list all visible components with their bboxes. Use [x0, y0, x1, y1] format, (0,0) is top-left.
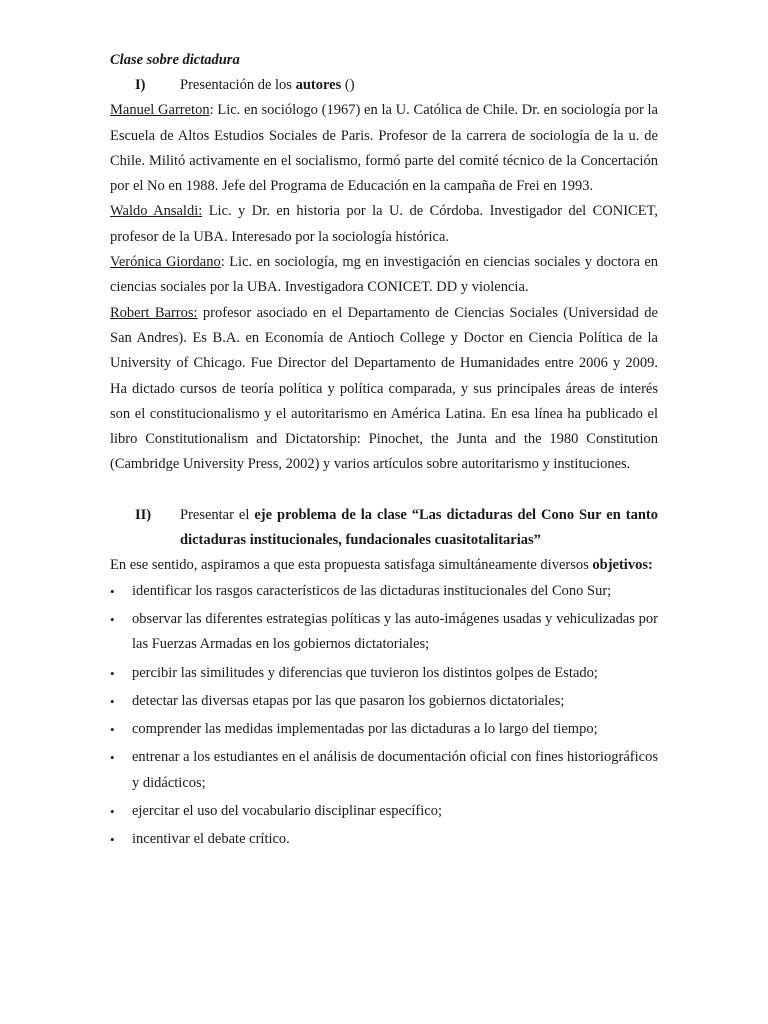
- author-bio: profesor asociado en el Departamento de Ciencias Sociales (Universidad de San Andres). Es B.A. en Economía de Antioch College y Doctor en Ciencia Política de la University of Chicago. Fue Director del Departamento de Humanidades entre 2006 y 2009. Ha dictado cursos de teoría política y política comparada, y sus principales áreas de interés son el constitucionalismo y el autoritarismo en América Latina. En esa línea ha publicado el libro Constitutionalism and Dictatorship: Pinochet, the Junta and the 1980 Constitution (Cambridge University Press, 2002) y varios artículos sobre autoritarismo y instituciones.: [110, 304, 658, 473]
- author-entry: [110, 98, 658, 199]
- bullet-icon: •: [110, 832, 115, 848]
- section-2-heading: [110, 503, 658, 554]
- author-sep: :: [220, 254, 225, 271]
- bullet-icon: •: [110, 611, 115, 627]
- section-1-number: I): [135, 77, 146, 93]
- section-1-bold: autores: [295, 77, 342, 93]
- list-item-text: comprender las medidas implementadas por las dictaduras a lo largo del tiempo;: [132, 721, 598, 738]
- author-name: Verónica Giordano: [110, 254, 221, 271]
- bullet-icon: •: [110, 804, 115, 820]
- objectives-label: objetivos:: [592, 557, 653, 574]
- section-2-bold: eje problema de la clase “Las dictaduras del Cono Sur en tanto dictaduras institucionales, fundacionales cuasitotalitarias”: [180, 506, 658, 549]
- bullet-icon: •: [110, 583, 115, 599]
- list-item-text: entrenar a los estudiantes en el análisis de documentación oficial con fines historiográficos y didácticos;: [132, 749, 658, 791]
- list-item: [110, 661, 658, 686]
- document-page: [110, 50, 658, 856]
- author-name: Robert Barros:: [110, 304, 198, 321]
- objectives-intro: [110, 553, 658, 578]
- section-2-prefix: Presentar el: [180, 506, 250, 523]
- list-item: [110, 745, 658, 796]
- list-item: [110, 799, 658, 824]
- list-item-text: incentivar el debate crítico.: [132, 831, 290, 848]
- author-sep: :: [209, 102, 214, 119]
- list-item-text: identificar los rasgos característicos de las dictaduras institucionales del Cono Sur;: [132, 582, 612, 599]
- author-name: Manuel Garreton: [110, 102, 210, 119]
- list-item-text: observar las diferentes estrategias políticas y las auto-imágenes usadas y vehiculizadas por las Fuerzas Armadas en los gobiernos dictatoriales;: [132, 610, 658, 653]
- list-item: [110, 717, 658, 742]
- author-bio: Lic. y Dr. en historia por la U. de Córdoba. Investigador del CONICET, profesor de la UBA. Interesado por la sociología histórica.: [110, 203, 658, 245]
- author-entry: [110, 301, 658, 478]
- spacer: [110, 478, 658, 503]
- author-bio: Lic. en sociólogo (1967) en la U. Católica de Chile. Dr. en sociología por la Escuela de Altos Estudios Sociales de Paris. Profesor de la carrera de sociología de la u. de Chile. Militó activamente en el socialismo, formó parte del comité técnico de la Concertación por el No en 1988. Jefe del Programa de Educación en la campaña de Frei en 1993.: [110, 102, 658, 195]
- section-2-text: [180, 503, 658, 554]
- list-item-text: percibir las similitudes y diferencias que tuvieron los distintos golpes de Estado;: [132, 664, 598, 681]
- section-1-text: [180, 73, 658, 98]
- list-item-text: detectar las diversas etapas por las que pasaron los gobiernos dictatoriales;: [132, 692, 565, 709]
- section-1-prefix: Presentación de los: [180, 77, 292, 93]
- list-item-text: ejercitar el uso del vocabulario disciplinar específico;: [132, 803, 443, 820]
- author-name: Waldo Ansaldi:: [110, 203, 203, 220]
- document-title: Clase sobre dictadura: [110, 52, 240, 68]
- list-item: [110, 827, 658, 852]
- author-bio: Lic. en sociología, mg en investigación en ciencias sociales y doctora en ciencias sociales por la UBA. Investigadora CONICET. DD y violencia.: [110, 254, 659, 296]
- author-entry: [110, 250, 658, 301]
- list-item: [110, 579, 658, 604]
- bullet-icon: •: [110, 693, 115, 709]
- objectives-intro-text: En ese sentido, aspiramos a que esta propuesta satisfaga simultáneamente diversos: [110, 557, 589, 574]
- list-item: [110, 689, 658, 714]
- list-item: [110, 607, 658, 658]
- bullet-icon: •: [110, 665, 115, 681]
- bullet-icon: •: [110, 750, 115, 766]
- author-entry: [110, 199, 658, 250]
- objectives-list: [110, 579, 658, 853]
- section-1-suffix: (): [344, 77, 355, 93]
- bullet-icon: •: [110, 722, 115, 738]
- section-2-number: II): [135, 506, 152, 523]
- section-1-heading: [110, 73, 658, 98]
